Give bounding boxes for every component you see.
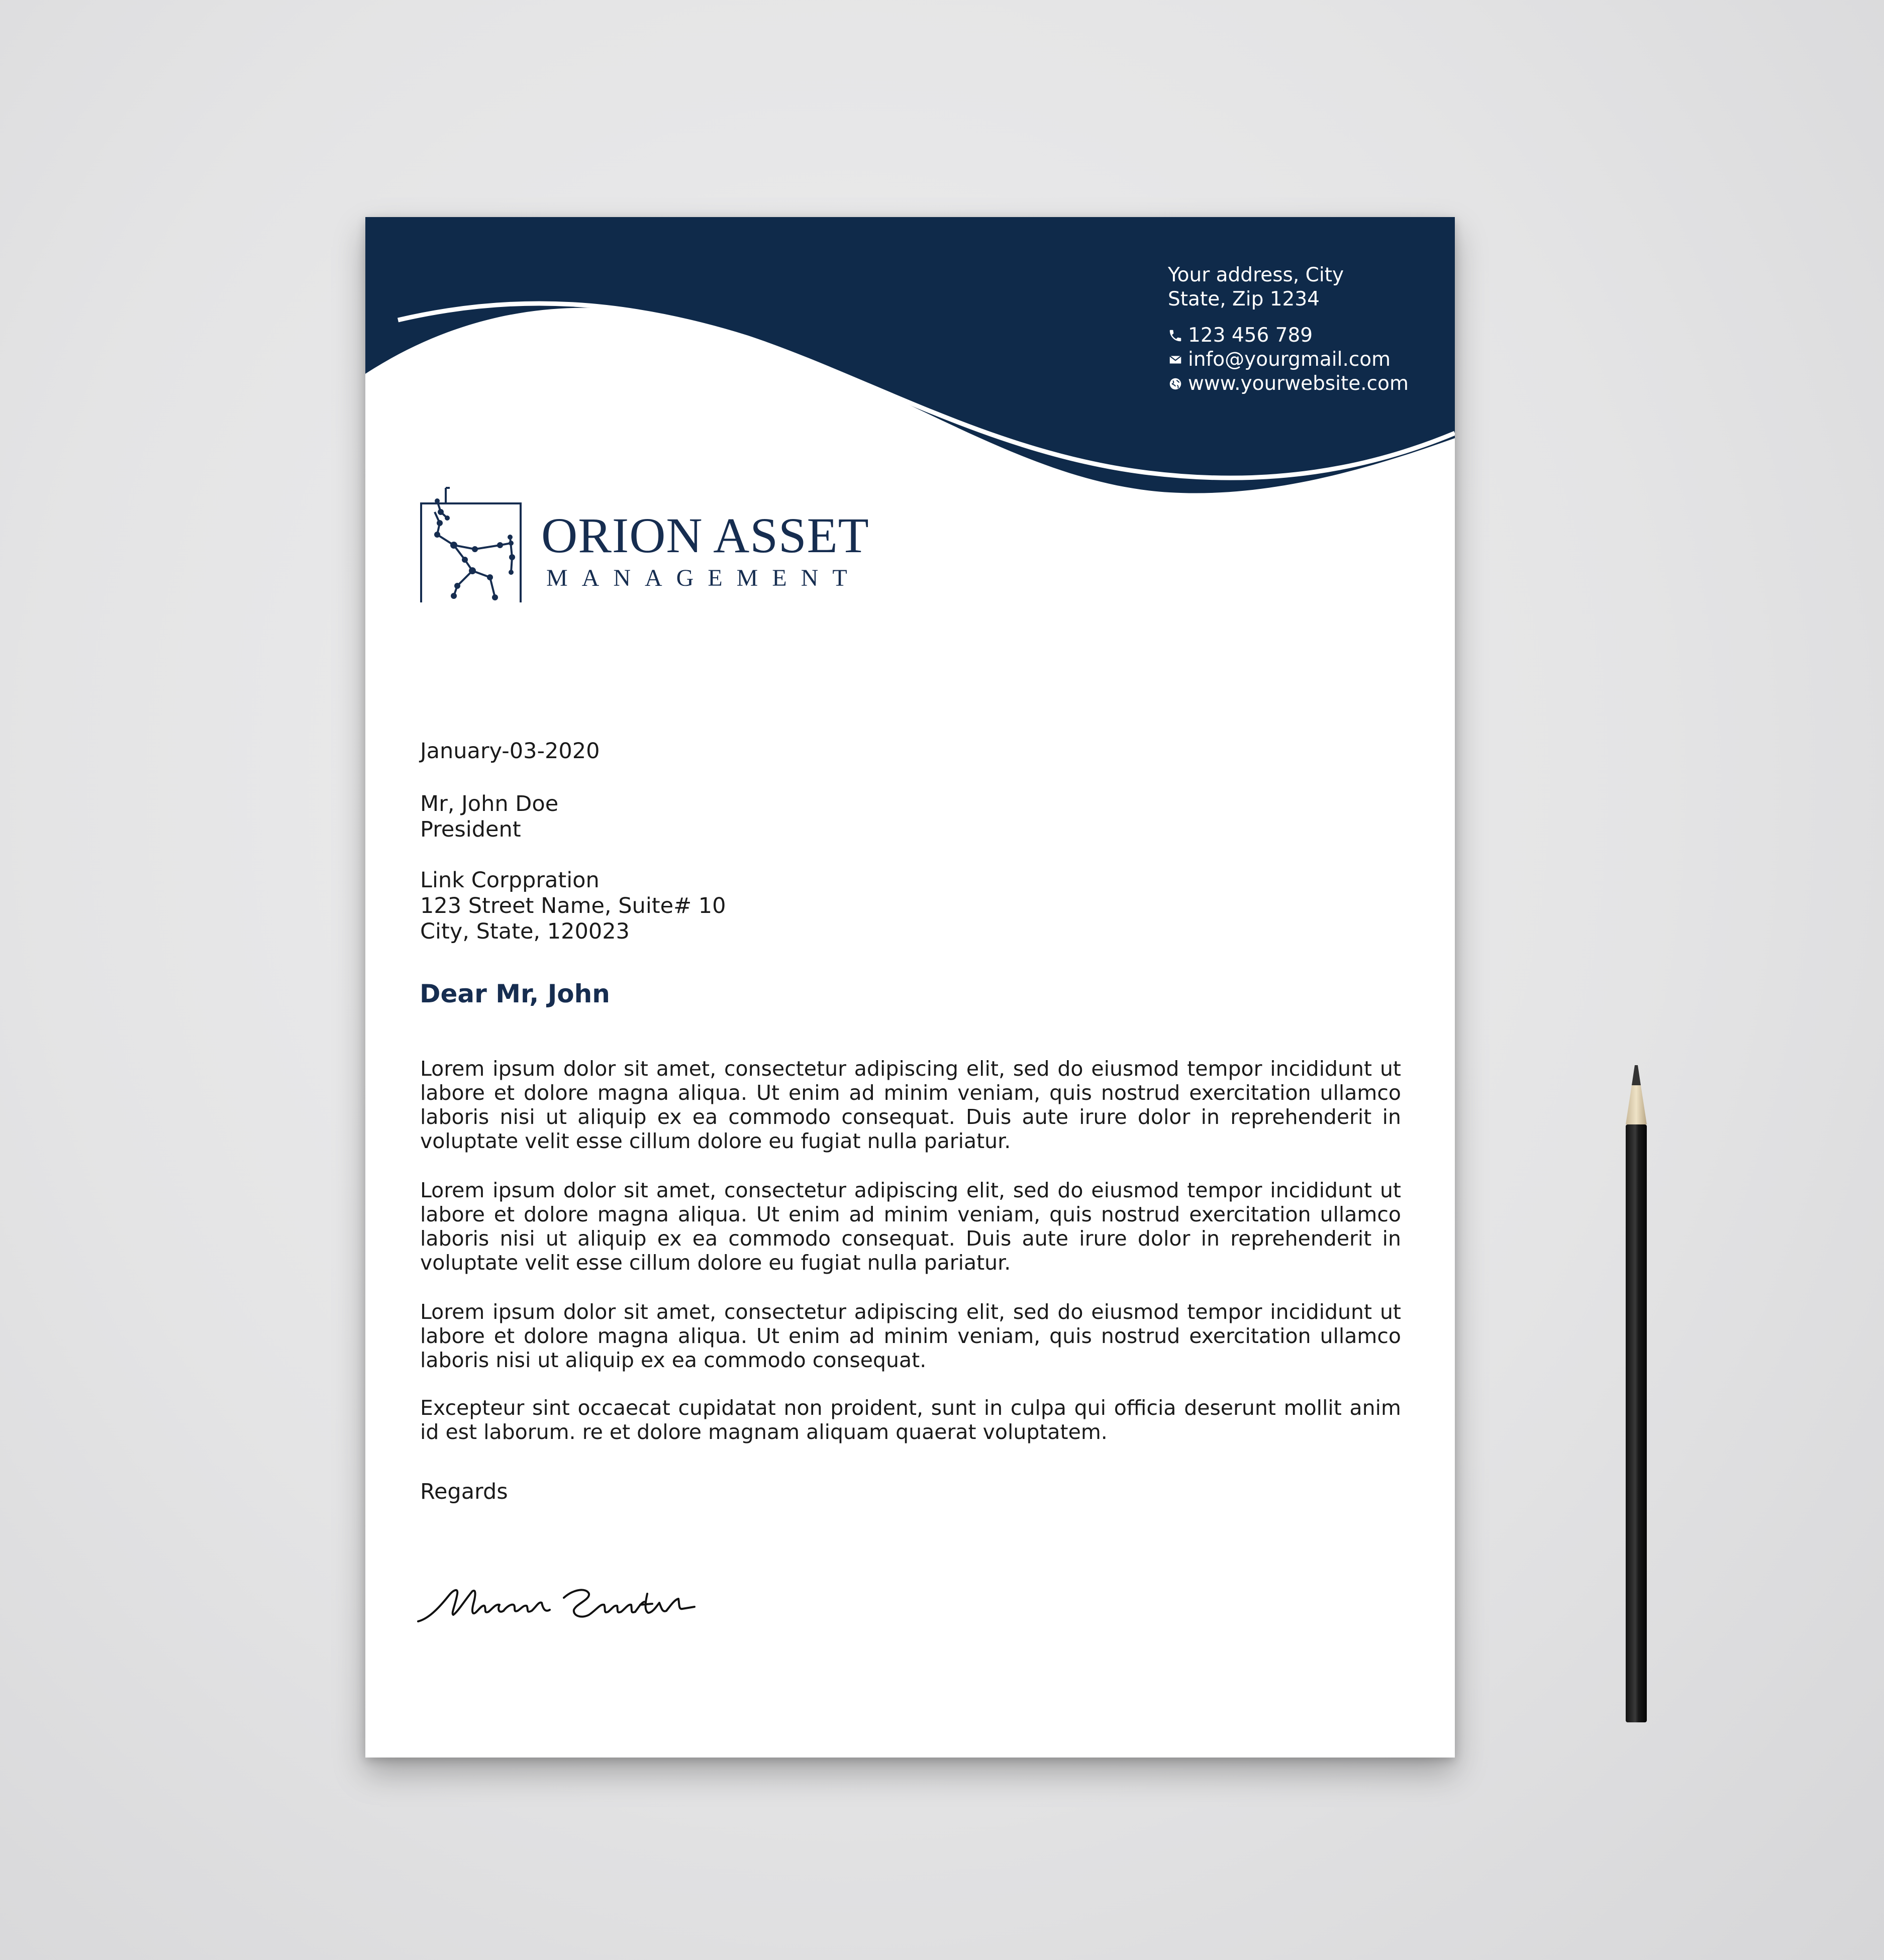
website-url: www.yourwebsite.com bbox=[1188, 372, 1409, 395]
email-address: info@yourgmail.com bbox=[1188, 348, 1391, 371]
email-row bbox=[1168, 348, 1409, 372]
recipient-name: Mr, John Doe bbox=[420, 791, 559, 816]
logo-subtitle: MANAGEMENT bbox=[546, 565, 861, 591]
contact-info bbox=[1168, 263, 1409, 396]
letterhead-sheet bbox=[365, 217, 1455, 1758]
company-block bbox=[420, 868, 726, 945]
body-paragraph-1: Lorem ipsum dolor sit amet, consectetur adipiscing elit, sed do eiusmod tempor incididunt ut labore et dolore magna aliqua. Ut enim ad minim veniam, quis nostrud exercitation ullamco laboris nisi ut aliquip ex ea commodo consequat. Duis aute irure dolor in reprehenderit in voluptate velit esse cillum dolore eu fugiat nulla pariatur. bbox=[420, 1057, 1401, 1153]
company-city: City, State, 120023 bbox=[420, 919, 630, 944]
phone-number: 123 456 789 bbox=[1188, 324, 1313, 347]
globe-icon bbox=[1168, 376, 1183, 391]
company-street: 123 Street Name, Suite# 10 bbox=[420, 893, 726, 918]
closing: Regards bbox=[420, 1479, 508, 1504]
letter-date: January-03-2020 bbox=[420, 739, 600, 764]
phone-row bbox=[1168, 324, 1409, 348]
phone-icon bbox=[1168, 328, 1183, 343]
body-paragraph-4: Excepteur sint occaecat cupidatat non proident, sunt in culpa qui officia deserunt mollit anim id est laborum. re et dolore magnam aliquam quaerat voluptatem. bbox=[420, 1396, 1401, 1444]
signature bbox=[413, 1574, 725, 1634]
body-paragraph-3: Lorem ipsum dolor sit amet, consectetur adipiscing elit, sed do eiusmod tempor incididunt ut labore et dolore magna aliqua. Ut enim ad minim veniam, quis nostrud exercitation ullamco laboris nisi ut aliquip ex ea commodo consequat. bbox=[420, 1300, 1401, 1372]
company-name: Link Corppration bbox=[420, 868, 600, 893]
mail-icon bbox=[1168, 352, 1183, 367]
address-line2: State, Zip 1234 bbox=[1168, 288, 1320, 311]
recipient-title: President bbox=[420, 817, 521, 842]
greeting: Dear Mr, John bbox=[420, 979, 610, 1008]
website-row bbox=[1168, 372, 1409, 396]
address-line1: Your address, City bbox=[1168, 264, 1344, 286]
logo-title: ORION ASSET bbox=[541, 507, 869, 563]
address-block bbox=[1168, 263, 1409, 312]
pencil-image bbox=[1616, 1065, 1656, 1723]
recipient-block bbox=[420, 791, 558, 843]
body-paragraph-2: Lorem ipsum dolor sit amet, consectetur adipiscing elit, sed do eiusmod tempor incididunt ut labore et dolore magna aliqua. Ut enim ad minim veniam, quis nostrud exercitation ullamco laboris nisi ut aliquip ex ea commodo consequat. Duis aute irure dolor in reprehenderit in voluptate velit esse cillum dolore eu fugiat nulla pariatur. bbox=[420, 1178, 1401, 1275]
